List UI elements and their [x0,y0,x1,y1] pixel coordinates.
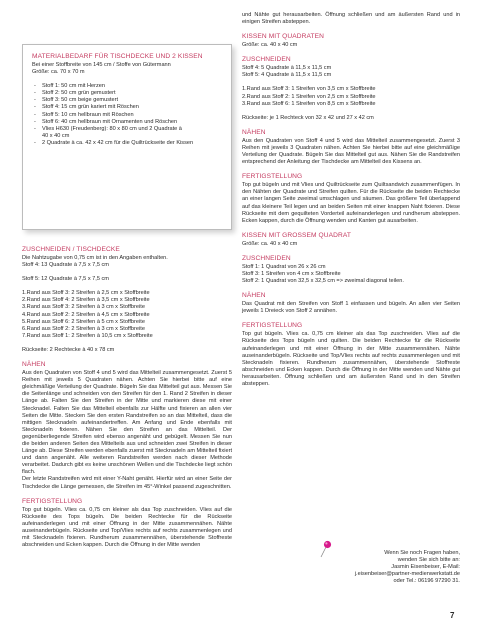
section-heading: ZUSCHNEIDEN / TISCHDECKE [22,246,120,253]
section-heading: NÄHEN [242,292,266,300]
text-line: Rückseite: 2 Rechtecke à 40 x 78 cm [22,346,115,353]
material-line: Größe: ca. 70 x 70 m [32,69,85,76]
paragraph: Top gut bügeln. Vlies ca. 0,75 cm kleiner als das Top zuschneiden. Vlies auf die Rückseite des Tops bügeln. Die beiden Rechtecke für die Rückseite aufeinanderlegen und mit einer Öffnung in der Mitte zusammennähen. Nähte auseinanderbügeln. Rückseite und Top/Vlies rechts auf rechts zusammenlegen und mit Stecknadeln fixieren. Rundherum zusammennähen, überstehende Stoffreste abschneiden und Ecken kappen. Durch die Öffnung in der Mitte wenden [22,506,232,549]
rand-line: 1.Rand aus Stoff 3: 1 Streifen von 3,5 cm x Stoffbreite [242,86,376,93]
rand-line: 5.Rand aus Stoff 6: 2 Streifen à 5 cm x Stoffbreite [22,318,145,325]
paragraph: Top gut bügeln. Vlies ca. 0,75 cm kleiner als das Top zuschneiden. Vlies auf die Rückseite des Tops bügeln und quilten. Die beiden Rechtecke für die Rückseite aufeinanderlegen und mit einer Öffnung in der Mitte zusammennähen. Nähte auseinanderbügeln. Rückseite und Top/Vlies rechts auf rechts zusammenlegen und mit Stecknadeln fixieren. Rundherum zusammennähen, überstehende Stoffreste abschneiden und Ecken kappen. Durch die Öffnung in der Mitte wenden und Nähte gut herausarbeiten. Öffnung schließen und am äußersten Rand und in den Streifen absteppen. [242,331,460,387]
material-item: - Stoff 3: 50 cm beige gemustert [32,97,222,104]
section-heading: ZUSCHNEIDEN [242,56,291,64]
rand-line: 4.Rand aus Stoff 2: 2 Streifen à 4,5 cm x Stoffbreite [22,311,150,318]
contact-email[interactable]: j.eisenbeiser@partner-medienwerkstatt.de [354,571,460,578]
left-column [22,246,232,549]
material-item: - Stoff 6: 40 cm hellbraun mit Ornamenten und Röschen [32,119,222,126]
rand-line: 7.Rand aus Stoff 1: 2 Streifen à 10,5 cm x Stoffbreite [22,332,153,339]
material-title: MATERIALBEDARF FÜR TISCHDECKE UND 2 KISSEN [32,53,203,60]
rand-line: 2.Rand aus Stoff 4: 2 Streifen à 3,5 cm x Stoffbreite [22,297,150,304]
rand-line: 6.Rand aus Stoff 2: 2 Streifen à 3 cm x Stoffbreite [22,325,145,332]
section-heading: FERTIGSTELLUNG [22,497,83,505]
text-line: Größe: ca. 40 x 40 cm [242,240,298,247]
text-line: Rückseite: je 1 Rechteck von 32 x 42 und 27 x 42 cm [242,114,374,121]
paragraph: Aus den Quadraten von Stoff 4 und 5 wird das Mittelteil zusammengesetzt. Zuerst 3 Reihen mit jeweils 3 Quadraten nähen. Achten Sie hierbei bitte auf eine gleichmäßige Verteilung der Quadrate. Bügeln Sie das Mittelteil gut aus. Nähen Sie die Randstreifen entsprechend der Anleitung der Tischdecke am Mittelteil des Kissens an. [242,137,460,166]
rand-line: 3.Rand aus Stoff 3: 2 Streifen à 3 cm x Stoffbreite [22,304,145,311]
rand-line: 1.Rand aus Stoff 3: 2 Streifen à 2,5 cm x Stoffbreite [22,290,150,297]
page-number: 7 [450,611,455,620]
material-item: - Stoff 1: 50 cm mit Herzen [32,83,222,90]
text-line: Stoff 4: 13 Quadrate à 7,5 x 7,5 cm [22,262,109,269]
section-heading: KISSEN MIT QUADRATEN [242,33,324,41]
text-line: Stoff 2: 1 Quadrat von 32,5 x 32,5 cm => zweimal diagonal teilen. [242,278,404,285]
text-line: Größe: ca. 40 x 40 cm [242,42,298,49]
material-line: Bei einer Stoffbreite von 145 cm / Stoffe von Gütermann [32,62,171,68]
section-heading: NÄHEN [22,361,46,369]
paragraph: und Nähte gut herausarbeiten. Öffnung schließen und am äußersten Rand und in einigen Streifen absteppen. [242,12,460,26]
note-line: Wenn Sie noch Fragen haben, [384,550,460,556]
rand-line: 3.Rand aus Stoff 6: 1 Streifen von 8,5 cm x Stoffbreite [242,100,376,107]
section-heading: FERTIGSTELLUNG [242,322,303,330]
section-heading: ZUSCHNEIDEN [242,254,291,262]
text-line: Stoff 5: 4 Quadrate à 11,5 x 11,5 cm [242,72,332,79]
section-heading: NÄHEN [242,128,266,136]
text-line: Stoff 5: 12 Quadrate à 7,5 x 7,5 cm [22,276,109,283]
rand-line: 2.Rand aus Stoff 2: 1 Streifen von 2,5 cm x Stoffbreite [242,93,376,100]
text-line: Die Nahtzugabe von 0,75 cm ist in den Angaben enthalten. [22,255,168,261]
paragraph: Das Quadrat mit den Streifen von Stoff 1 einfassen und bügeln. An allen vier Seiten jeweils 1 Dreieck von Stoff 2 annähen. [242,301,460,315]
section-heading: FERTIGSTELLUNG [242,173,303,181]
text-line: Stoff 1: 1 Quadrat von 26 x 26 cm [242,263,326,270]
right-column [242,12,460,388]
paragraph: Top gut bügeln und mit Vlies und Quiltrückseite zum Quiltsandwich zusammenfügen. In den Nähten der Quadrate und Streifen quilten. Für die Rückseite die beiden Rechtecke an einer langen Seite zweimal umschlagen und säumen. Das größere Teil überlappend auf das kleinere Teil legen und an beiden Seiten mit einer knappen Naht fixieren. Diese Rückseite mit dem gequilteten Vorderteil aufeinanderlegen und rundherum absteppen. Ecken kappen, durch die Öffnung wenden und Kanten gut ausarbeiten. [242,182,460,224]
material-item: - 2 Quadrate à ca. 42 x 42 cm für die Quiltrückseite der Kissen [32,140,222,147]
contact-note [300,550,460,602]
paragraph: Der letzte Randstreifen wird mit einer Y-Naht genäht. Hierfür wird an einer Seite der Tischdecke die Länge gemessen, die Streifen im 45°-Winkel passend zugeschnitten. [22,476,232,490]
contact-phone: oder Tel.: 06196 97290 31. [393,578,460,585]
material-item: - Vlies H630 (Freudenberg): 80 x 80 cm und 2 Quadrate à [32,126,222,133]
note-line: wenden Sie sich bitte an: [397,557,460,564]
note-line: Jasmin Eisenbeiser, E-Mail: [391,564,460,571]
text-line: Stoff 4: 5 Quadrate à 11,5 x 11,5 cm [242,65,332,72]
text-line: Stoff 3: 1 Streifen von 4 cm x Stoffbreite [242,270,341,277]
material-item: - Stoff 4: 15 cm grün kariert mit Röschen [32,104,222,111]
section-heading: KISSEN MIT GROSSEM QUADRAT [242,231,351,239]
material-item: 40 x 40 cm [42,132,70,139]
material-box [22,44,232,230]
material-item: - Stoff 5: 10 cm hellbraun mit Röschen [32,112,222,119]
paragraph: Aus den Quadraten von Stoff 4 und 5 wird das Mittelteil zusammengesetzt. Zuerst 5 Reihen mit jeweils 5 Quadraten nähen. Achten Sie hierbei bitte auf eine gleichmäßige Verteilung der Quadrate. Bügeln Sie das Mittelteil gut aus. Messen Sie die Seitenlänge und schneiden von den Streifen für den 1. Rand 2 Streifen in dieser Länge ab. Falten Sie den Streifen in der Mitte und markieren diese mit einer Stecknadel. Falten Sie das Mittelteil ebenfalls zur Hälfte und fixieren an allen vier Seiten die Mitte. Stecken Sie den ersten Randstreifen so an das Mittelteil, dass die mittigen Stecknadeln aufeinandertreffen. Am Anfang und Ende ebenfalls mit Stecknadeln fixieren. Nähen Sie den Streifen an das Mittelteil. Der gegenüberliegende Streifen wird ebenso angenäht und gebügelt. Messen Sie nun die beiden anderen Seiten des Mittelteils aus und schneiden zwei Streifen in dieser Länge ab. Diese Streifen werden ebenfalls zuerst mit Stecknadeln am Mittelteil fixiert und dann angenäht. Alle weiteren Randstreifen werden nach dieser Methode verarbeitet. Dadurch gibt es keine unschönen Wellen und die Tischdecke liegt schön flach. [22,370,232,476]
material-item: - Stoff 2: 50 cm grün gemustert [32,90,222,97]
